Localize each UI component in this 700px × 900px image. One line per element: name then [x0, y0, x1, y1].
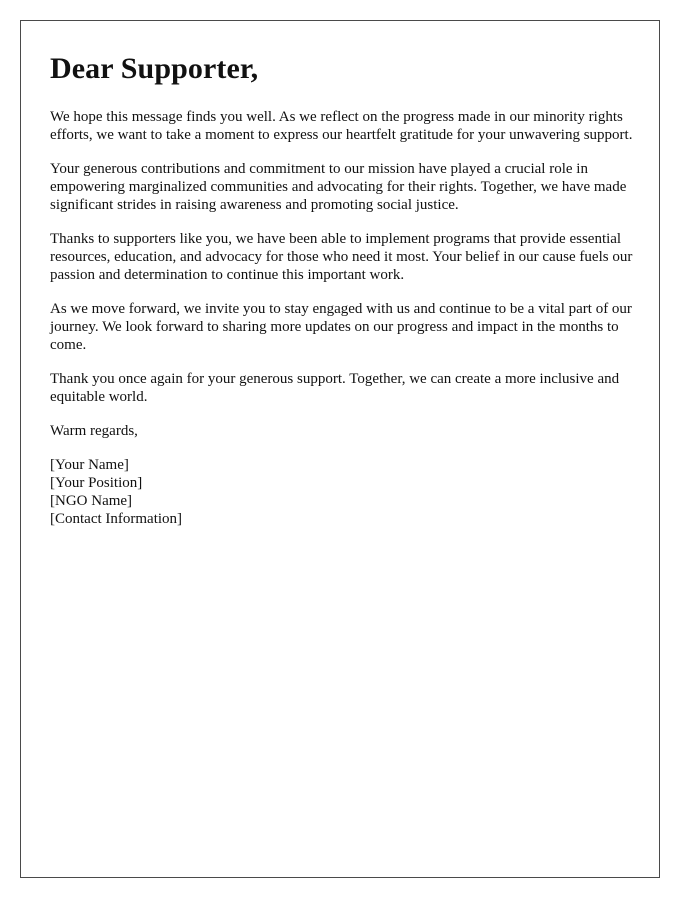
letter-paragraph-invitation: As we move forward, we invite you to stay engaged with us and continue to be a vital part of our journey. We look forward to sharing more updates on our progress and impact in the months to come.: [50, 301, 632, 353]
letter-greeting: Dear Supporter,: [50, 52, 259, 85]
letter-paragraph-programs: Thanks to supporters like you, we have been able to implement programs that provide essential resources, education, and advocacy for those who need it most. Your belief in our cause fuels our passion and determination to continue this important work.: [50, 231, 633, 283]
letter-paragraph-impact: Your generous contributions and commitment to our mission have played a crucial role in empowering marginalized communities and advocating for their rights. Together, we have made significant strides in raising awareness and promoting social justice.: [50, 161, 627, 213]
letter-paragraph-thanks: Thank you once again for your generous support. Together, we can create a more inclusive and equitable world.: [50, 371, 620, 405]
signature-name: [Your Name]: [50, 457, 129, 473]
signature-position: [Your Position]: [50, 475, 143, 491]
signature-contact-information: [Contact Information]: [50, 511, 183, 527]
letter-closing: Warm regards,: [50, 423, 138, 439]
letter-body: [50, 108, 640, 528]
letter-page: [20, 20, 660, 878]
signature-ngo-name: [NGO Name]: [50, 493, 133, 509]
letter-content: [50, 51, 640, 528]
letter-paragraph-intro: We hope this message finds you well. As we reflect on the progress made in our minority rights efforts, we want to take a moment to express our heartfelt gratitude for your unwavering support.: [50, 109, 633, 143]
signature-block: [50, 456, 640, 528]
